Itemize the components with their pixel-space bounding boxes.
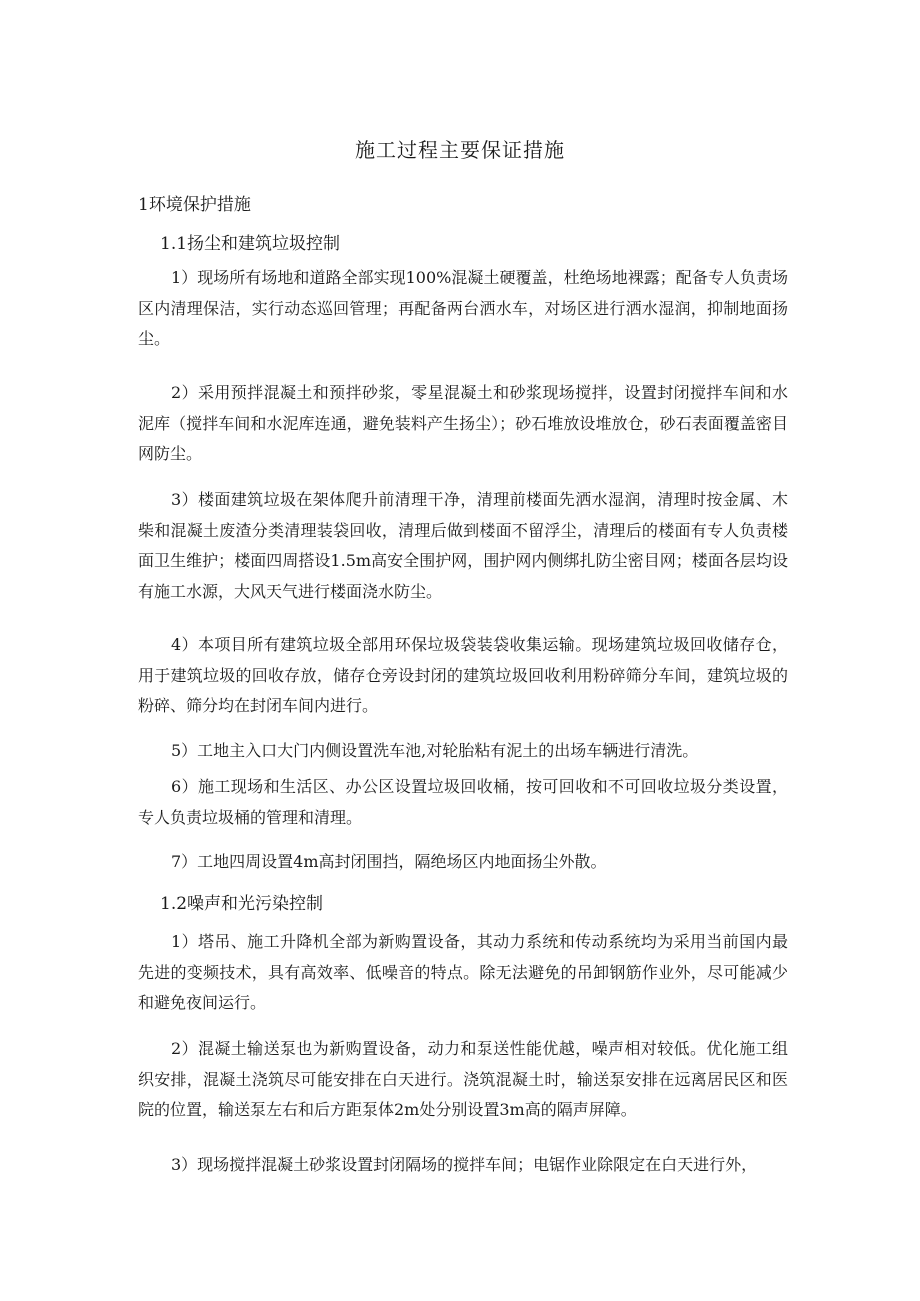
paragraph-dust-item-4: 4）本项目所有建筑垃圾全部用环保垃圾袋装袋收集运输。现场建筑垃圾回收储存仓，用于建筑垃圾的回收存放，储存仓旁设封闭的建筑垃圾回收利用粉碎筛分车间，建筑垃圾的粉碎、筛分均在封闭车间内进行。 <box>138 635 788 715</box>
paragraph-noise-item-3: 3）现场搅拌混凝土砂浆设置封闭隔场的搅拌车间；电锯作业除限定在白天进行外， <box>171 1155 758 1174</box>
paragraph-dust-item-3: 3）楼面建筑垃圾在架体爬升前清理干净，清理前楼面先洒水湿润，清理时按金属、木柴和混凝土废渣分类清理装袋回收，清理后做到楼面不留浮尘，清理后的楼面有专人负责楼面卫生维护；楼面四周搭设1.5m高安全围护网，围护网内侧绑扎防尘密目网；楼面各层均设有施工水源，大风天气进行楼面浇水防尘。 <box>138 490 788 601</box>
paragraph-dust-item-6: 6）施工现场和生活区、办公区设置垃圾回收桶，按可回收和不可回收垃圾分类设置，专人负责垃圾桶的管理和清理。 <box>138 777 788 827</box>
subsection-heading-dust-waste: 1.1扬尘和建筑垃圾控制 <box>160 234 341 254</box>
paragraph-dust-item-1: 1）现场所有场地和道路全部实现100%混凝土硬覆盖，杜绝场地裸露；配备专人负责场区内清理保洁，实行动态巡回管理；再配备两台洒水车，对场区进行洒水湿润，抑制地面扬尘。 <box>138 268 788 348</box>
paragraph-noise-item-1: 1）塔吊、施工升降机全部为新购置设备，其动力系统和传动系统均为采用当前国内最先进的变频技术，具有高效率、低噪音的特点。除无法避免的吊卸钢筋作业外，尽可能减少和避免夜间运行。 <box>138 932 788 1012</box>
subsection-heading-noise-light: 1.2噪声和光污染控制 <box>160 894 324 914</box>
paragraph-noise-item-2: 2）混凝土输送泵也为新购置设备，动力和泵送性能优越，噪声相对较低。优化施工组织安排，混凝土浇筑尽可能安排在白天进行。浇筑混凝土时，输送泵安排在远离居民区和医院的位置，输送泵左右和后方距泵体2m处分别设置3m高的隔声屏障。 <box>138 1039 788 1119</box>
paragraph-dust-item-5: 5）工地主入口大门内侧设置洗车池,对轮胎粘有泥土的出场车辆进行清洗。 <box>171 741 699 760</box>
paragraph-dust-item-7: 7）工地四周设置4m高封闭围挡，隔绝场区内地面扬尘外散。 <box>171 852 607 871</box>
section-heading-environmental-protection: 1环境保护措施 <box>138 195 251 215</box>
document-title: 施工过程主要保证措施 <box>355 138 565 162</box>
paragraph-dust-item-2: 2）采用预拌混凝土和预拌砂浆，零星混凝土和砂浆现场搅拌，设置封闭搅拌车间和水泥库（搅拌车间和水泥库连通，避免装料产生扬尘）；砂石堆放设堆放仓，砂石表面覆盖密目网防尘。 <box>138 383 788 463</box>
